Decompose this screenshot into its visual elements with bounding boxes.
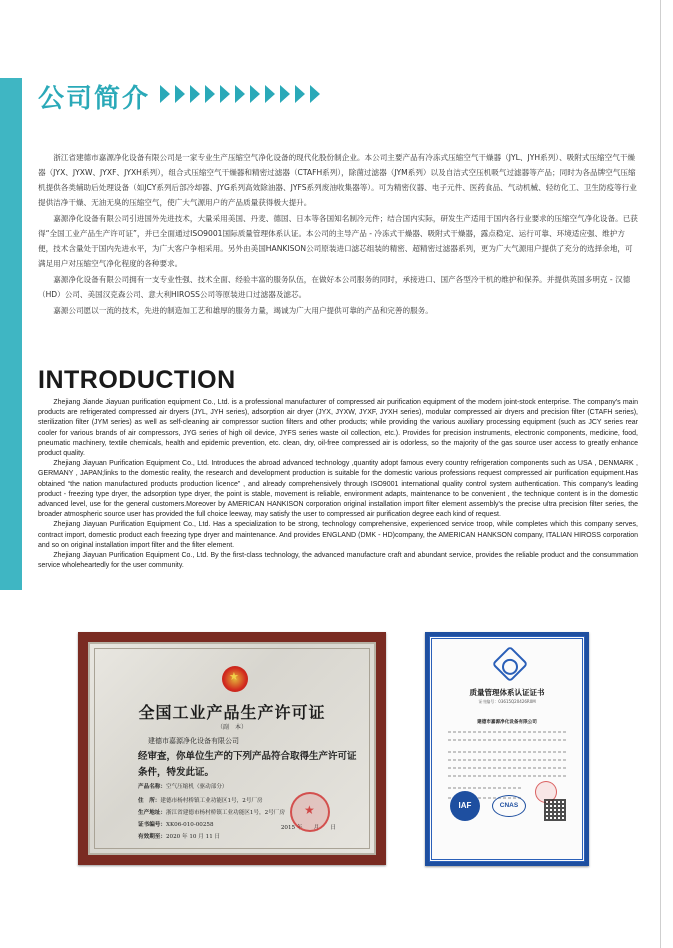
certificate-statement-end: 条件，特发此证。: [138, 767, 215, 778]
text-line: [448, 739, 566, 741]
cn-paragraph: 嘉源公司愿以一流的技术，先进的制造加工艺和雄厚的服务力量，竭诚为广大用户提供可靠的产品和完善的服务。: [53, 306, 433, 315]
product-row: 产品名称：空气压缩机（驱动部分）: [138, 784, 228, 790]
certificate-title: 质量管理体系认证证书: [469, 688, 545, 697]
iaf-logo: IAF: [450, 791, 480, 821]
valid-row: 有效期至：2020 年 10 月 11 日: [138, 834, 221, 840]
production-license-certificate: [78, 632, 386, 865]
en-paragraph: Zhejiang Jiayuan Purification Equipment Co., Ltd. Has a specialization to be strong, technology comprehensive, experienced service troop, while completes which this company serves, contract import, domestic product each freezing type dryer and maintenance. And provides ENGLAND (DMK - HD)company, the AMERICAN HANKSON company, ITALIAN HIROSS corporation and so on original installation import filter and the filter element.: [38, 521, 638, 549]
arrow-right-icon: [280, 85, 290, 103]
en-paragraph: Zhejiang Jiayuan Purification Equipment Co., Ltd. By the first-class technology, the advanced manufacture craft and abundant service, provides the reliable product and the consummation service wholeheartedly for the user community.: [38, 552, 638, 570]
cn-paragraph: 嘉源净化设备有限公司拥有一支专业性强、技术全面、经验丰富的服务队伍，在做好本公司服务的同时，承接进口、国产各型冷干机的维护和保养。并提供英国多明克 - 汉德（HD）公司、美国汉克森公司、意大利HIROSS公司等原装进口过滤器及滤芯。: [38, 275, 631, 299]
quality-management-certificate: [425, 632, 589, 866]
text-line: [448, 775, 566, 777]
factory-row: 生产地址：浙江省建德市杨村桥镇工业功能区1号，2号厂房: [138, 810, 285, 816]
qr-code-icon: [544, 799, 566, 821]
intro-cn-text: [38, 150, 638, 319]
address-row: 住 所：建德市杨村桥镇工业功能区1号，2号厂房: [138, 798, 263, 804]
arrow-right-icon: [250, 85, 260, 103]
certificate-company: 建德市嘉源净化设备有限公司: [148, 737, 239, 745]
issue-date: 2015 年 月 日: [280, 825, 336, 831]
text-line: [448, 731, 566, 733]
cnas-logo: CNAS: [492, 795, 526, 817]
red-seal-stamp: [290, 792, 330, 832]
cn-paragraph: 嘉源净化设备有限公司引进国外先进技术，大量采用美国、丹麦、德国、日本等各国知名制冷元件；结合国内实际，研发生产适用于国内各行业要求的压缩空气净化设备。已获得“全国工业产品生产许可证”，并已全面通过ISO9001国际质量管理体系认证。本公司的主导产品 - 冷冻式干燥器、吸附式干燥器，露点稳定、运行可靠、环境适应强、维护方便，技术含量处于国内先进水平，为广大客户争相采用。另外由美国HANKISON公司原装进口滤芯组装的精密、超精密过滤器系列，更为广大气源用户提供了充分的选择余地，可满足用户对压缩空气净化程度的各种要求。: [38, 214, 638, 268]
certificate-paper: [429, 636, 585, 862]
arrow-right-icon: [310, 85, 320, 103]
en-paragraph: Zhejiang Jiande Jiayuan purification equipment Co., Ltd. is a professional manufacturer of compressed air purification equipment of the modern joint-stock enterprise. The company's main products are refrigerated compressed air dryers (JYL, JYH series), adsorption air dryer (JYX, JYXW, JYXF, JYXH series), modular compressed air dryers and precision filter (CTAFH series), sterilization filter (JYM series) as well as self-cleaning air compressor suction filters and other products; while providing the various auxiliary processing equipment (such as JCY series rear cooler for various brands of air compressors, JYG series of high oil device, JYFS series waste oil collection, etc.). Provides for precision instruments, electronic components, medicine, food, pneumatic machinery, textile chemicals, health and epidemic prevention, etc. clean, dry, oil-free compressed air is odorless, so the majority of the gas source user access to greatly enhance product quality.: [38, 399, 638, 458]
text-line: [448, 759, 566, 761]
text-line: [448, 751, 566, 753]
certificate-subtitle: （副 本）: [216, 724, 247, 731]
arrow-right-icon: [205, 85, 215, 103]
intro-en-text: [38, 398, 638, 571]
national-emblem-icon: [222, 666, 248, 692]
section-title-cn: 公司简介: [38, 84, 151, 114]
text-line: [448, 787, 522, 789]
arrow-right-icon: [190, 85, 200, 103]
section-title-en: INTRODUCTION: [38, 366, 236, 394]
arrow-right-icon: [160, 85, 170, 103]
arrow-right-icon: [295, 85, 305, 103]
certificate-statement: 经审查，你单位生产的下列产品符合取得生产许可证: [138, 751, 357, 762]
certificate-title: 全国工业产品生产许可证: [138, 703, 326, 722]
certification-logo-icon: [492, 646, 529, 683]
arrow-right-icon: [220, 85, 230, 103]
text-line: [448, 767, 566, 769]
certificate-number: 证书编号：03615Q20426R0M: [478, 699, 536, 704]
arrow-right-icon: [235, 85, 245, 103]
cert-no-row: 证书编号：XK06-010-00258: [138, 822, 214, 828]
arrow-decoration: [160, 85, 323, 103]
certificate-company: 建德市嘉源净化设备有限公司: [477, 720, 537, 725]
arrow-right-icon: [175, 85, 185, 103]
page-edge-line: [660, 0, 661, 948]
certificate-paper: [88, 642, 376, 855]
accent-side-bar: [0, 78, 22, 590]
cn-paragraph: 浙江省建德市嘉源净化设备有限公司是一家专业生产压缩空气净化设备的现代化股份制企业。本公司主要产品有冷冻式压缩空气干燥器（JYL、JYH系列）、吸附式压缩空气干燥器（JYX、JYXW、JYXF、JYXH系列），组合式压缩空气干燥器和精密过滤器（CTAFH系列），除菌过滤器（JYM系列）以及自洁式空压机吸气过滤器等产品；同时为各品牌空气压缩机提供各类辅助后处理设备（如JCY系列后部冷却器、JYG系列高效除油器、JYFS系列废油收集器等）。可为精密仪器、电子元件、医药食品、气动机械、轻纺化工、卫生防疫等行业提供洁净干燥、无油无臭的压缩空气，使广大气源用户的产品质量获得极大提升。: [38, 153, 637, 207]
en-paragraph: Zhejiang Jiayuan Purification Equipment Co., Ltd. Introduces the abroad advanced technology ,quantity adopt famous every country refrigeration components such as USA , DENMARK , GERMANY , JAPAN;links to the domestic reality, the research and development production is suitable for the domestic various professions request compressed air purification equipment.Has obtained “the nation manufactured products production licence” , and already comprehensively through ISO9001 international quality control system authentication. This company's leading product - freezing type dryer, the adsorption type dryer, the point is stable, movement is reliable, environment adapts, maintenance to be convenient , the technique content is in the domestic advanced level, use for the general customers.Moreover by AMERICAN HANKISON corporation original installation import filter element assembly's the precise ultra precision filter series, the broader atmospheric source user has provided the full choice leeway, may satisfy the user to compressed air purification degree each kind of request.: [38, 460, 638, 519]
arrow-right-icon: [265, 85, 275, 103]
